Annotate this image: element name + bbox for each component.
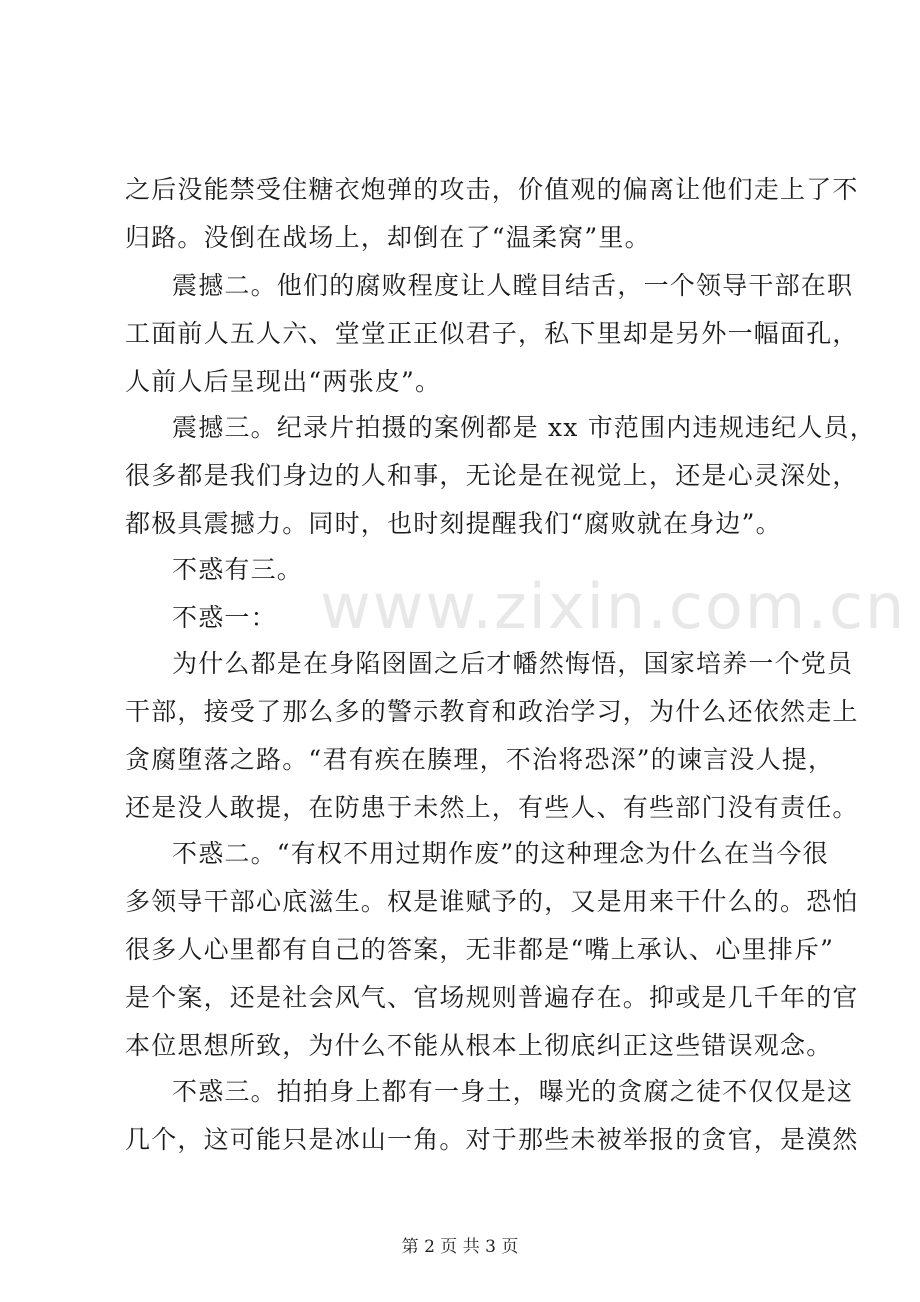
paragraph-line: 震撼二。他们的腐败程度让人瞠目结舌，一个领导干部在职 — [172, 271, 854, 300]
paragraph-line: 工面前人五人六、堂堂正正似君子，私下里却是另外一幅面孔， — [125, 319, 859, 348]
paragraph-line: 很多都是我们身边的人和事，无论是在视觉上，还是心灵深处， — [125, 461, 859, 490]
paragraph-line: 很多人心里都有自己的答案，无非都是“嘴上承认、心里排斥” — [125, 935, 835, 964]
paragraph-line: 多领导干部心底滋生。权是谁赋予的，又是用来干什么的。恐怕 — [125, 887, 859, 916]
page-number-footer: 第 2 页 共 3 页 — [401, 1237, 519, 1257]
paragraph-line: 都极具震撼力。同时，也时刻提醒我们“腐败就在身边”。 — [125, 509, 782, 538]
section-heading: 不惑有三。 — [172, 555, 304, 584]
paragraph-line: 本位思想所致，为什么不能从根本上彻底纠正这些错误观念。 — [125, 1031, 833, 1060]
paragraph-line: 震撼三。纪录片拍摄的案例都是 xx 市范围内违规违纪人员， — [172, 413, 876, 442]
paragraph-line: 人前人后呈现出“两张皮”。 — [125, 367, 442, 396]
paragraph-line: 干部，接受了那么多的警示教育和政治学习，为什么还依然走上 — [125, 697, 859, 726]
paragraph-line: 为什么都是在身陷囹圄之后才幡然悔悟，国家培养一个党员 — [172, 649, 854, 678]
paragraph-line: 贪腐堕落之路。“君有疾在腠理，不治将恐深”的谏言没人提， — [125, 745, 835, 774]
paragraph-line: 还是没人敢提，在防患于未然上，有些人、有些部门没有责任。 — [125, 793, 859, 822]
paragraph-line: 不惑二。“有权不用过期作废”的这种理念为什么在当今很 — [172, 839, 829, 868]
paragraph-line: 是个案，还是社会风气、官场规则普遍存在。抑或是几千年的官 — [125, 983, 859, 1012]
paragraph-line: 之后没能禁受住糖衣炮弹的攻击，价值观的偏离让他们走上了不 — [125, 175, 859, 204]
paragraph-line: 不惑三。拍拍身上都有一身土，曝光的贪腐之徒不仅仅是这 — [172, 1077, 854, 1106]
paragraph-line: 归路。没倒在战场上，却倒在了“温柔窝”里。 — [125, 223, 651, 252]
watermark: www.zixin.com.cn — [320, 570, 907, 643]
section-heading: 不惑一： — [172, 603, 277, 632]
paragraph-line: 几个，这可能只是冰山一角。对于那些未被举报的贪官，是漠然 — [125, 1125, 859, 1154]
